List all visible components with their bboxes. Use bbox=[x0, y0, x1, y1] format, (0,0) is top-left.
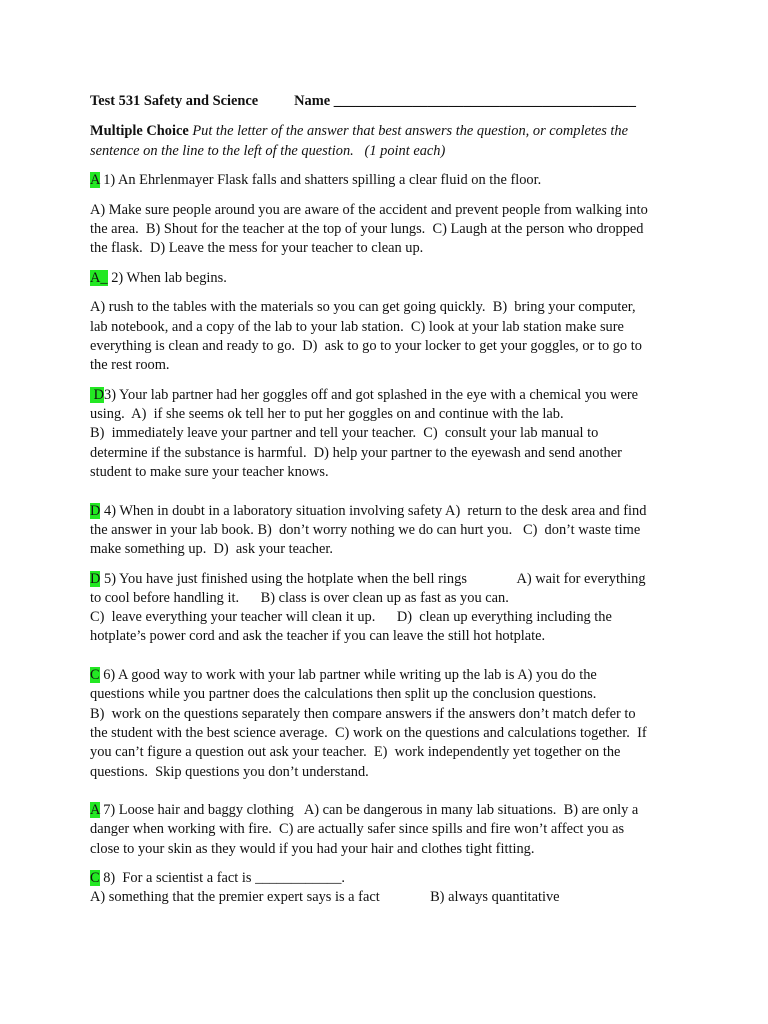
question-8-stem bbox=[90, 869, 345, 888]
question-2-line: the rest room. bbox=[90, 357, 170, 373]
question-4-stem bbox=[90, 502, 646, 521]
question-text: 4) When in doubt in a laboratory situation involving safety A) return to the desk area and find bbox=[100, 503, 647, 519]
answer-highlight: C bbox=[90, 667, 100, 683]
question-6-line: questions. Skip questions you don’t understand. bbox=[90, 764, 369, 780]
question-2-line: lab notebook, and a copy of the lab to your lab station. C) look at your lab station make sure bbox=[90, 319, 624, 335]
question-6-line: the student with the best science average. C) work on the questions and calculations together. If bbox=[90, 725, 647, 741]
question-text: 7) Loose hair and baggy clothing A) can be dangerous in many lab situations. B) are only a bbox=[99, 802, 639, 818]
question-7-line: close to your skin as they would if you had your hair and clothes tight fitting. bbox=[90, 841, 535, 857]
question-7-stem bbox=[90, 801, 638, 820]
question-text: 5) You have just finished using the hotplate when the bell rings A) wait for everything bbox=[100, 571, 646, 587]
question-7-line: danger when working with fire. C) are actually safer since spills and fire won’t affect you as bbox=[90, 821, 625, 837]
question-3-line: student to make sure your teacher knows. bbox=[90, 464, 329, 480]
name-blank[interactable]: __________________________________________ bbox=[333, 93, 636, 109]
answer-highlight: D bbox=[90, 571, 101, 587]
question-text: 8) For a scientist a fact is ____________. bbox=[99, 870, 346, 886]
question-4-line: make something up. D) ask your teacher. bbox=[90, 541, 333, 557]
question-6-line: B) work on the questions separately then compare answers if the answers don’t match defer to bbox=[90, 706, 636, 722]
test-title: Test 531 Safety and Science bbox=[90, 93, 259, 109]
instructions-text-1: Put the letter of the answer that best answers the question, or completes the bbox=[188, 123, 628, 139]
answer-highlight: D bbox=[90, 503, 101, 519]
question-5-line: hotplate’s power cord and ask the teacher if you can leave the still hot hotplate. bbox=[90, 628, 546, 644]
question-3-line: using. A) if she seems ok tell her to put her goggles on and continue with the lab. bbox=[90, 406, 564, 422]
question-text: 1) An Ehrlenmayer Flask falls and shatters spilling a clear fluid on the floor. bbox=[99, 172, 542, 188]
name-label: Name bbox=[294, 93, 334, 109]
question-2-line: everything is clean and ready to go. D) ask to go to your locker to get your goggles, or to go to bbox=[90, 338, 642, 354]
question-text: 6) A good way to work with your lab partner while writing up the lab is A) you do the bbox=[99, 667, 597, 683]
question-1-stem bbox=[90, 171, 541, 190]
question-1-line: the area. B) Shout for the teacher at the top of your lungs. C) Laugh at the person who dropped bbox=[90, 221, 644, 237]
question-1-line: A) Make sure people around you are aware of the accident and prevent people from walking into bbox=[90, 202, 648, 218]
answer-highlight: A bbox=[90, 172, 100, 188]
question-1-line: the flask. D) Leave the mess for your teacher to clean up. bbox=[90, 240, 424, 256]
question-3-line: B) immediately leave your partner and tell your teacher. C) consult your lab manual to bbox=[90, 425, 599, 441]
question-text: 3) Your lab partner had her goggles off and got splashed in the eye with a chemical you were bbox=[104, 387, 639, 403]
question-5-stem bbox=[90, 570, 646, 589]
answer-highlight: C bbox=[90, 870, 100, 886]
question-8-line: A) something that the premier expert says is a fact B) always quantitative bbox=[90, 889, 560, 905]
question-6-line: you can’t figure a question out ask your teacher. E) work independently yet together on the bbox=[90, 744, 621, 760]
instructions-line-1 bbox=[90, 122, 628, 141]
answer-highlight: D bbox=[90, 387, 104, 403]
answer-highlight: A bbox=[90, 802, 100, 818]
question-5-line: C) leave everything your teacher will clean it up. D) clean up everything including the bbox=[90, 609, 612, 625]
section-heading: Multiple Choice bbox=[90, 123, 189, 139]
question-3-line: determine if the substance is harmful. D) help your partner to the eyewash and send another bbox=[90, 445, 622, 461]
question-6-stem bbox=[90, 666, 597, 685]
question-text: 2) When lab begins. bbox=[107, 270, 227, 286]
question-2-stem bbox=[90, 269, 227, 288]
question-5-line: to cool before handling it. B) class is over clean up as fast as you can. bbox=[90, 590, 509, 606]
question-3-stem bbox=[90, 386, 638, 405]
test-header bbox=[90, 92, 636, 111]
question-6-line: questions while you partner does the calculations then split up the conclusion questions. bbox=[90, 686, 597, 702]
question-2-line: A) rush to the tables with the materials so you can get going quickly. B) bring your computer, bbox=[90, 299, 636, 315]
question-4-line: the answer in your lab book. B) don’t worry nothing we do can hurt you. C) don’t waste time bbox=[90, 522, 641, 538]
answer-highlight: A_ bbox=[90, 270, 108, 286]
instructions-line-2: sentence on the line to the left of the question. (1 point each) bbox=[90, 143, 446, 159]
